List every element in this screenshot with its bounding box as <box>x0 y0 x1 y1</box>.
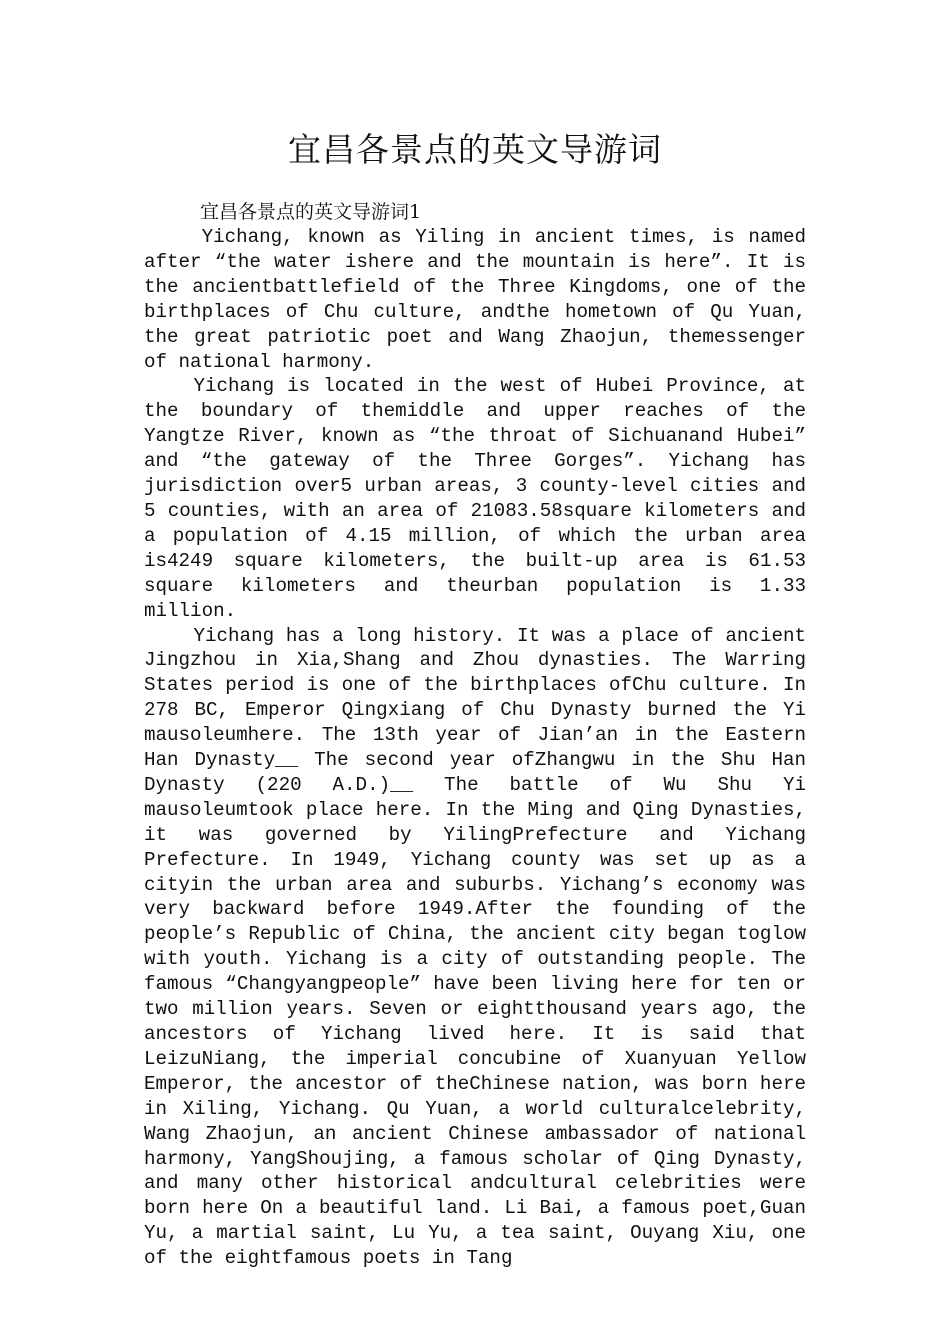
paragraph-location: Yichang is located in the west of Hubei Province, at the boundary of themiddle and upper reaches of the Yangtze River, known as “the throat of Sichuanand Hubei” and “the gateway of the Three Gorges”. Yichang has jurisdiction over5 urban areas, 3 county-level cities and 5 counties, with an area of 21083.58square kilometers and a population of 4.15 million, of which the urban area is4249 square kilometers, the built-up area is 61.53 square kilometers and theurban population is 1.33 million. <box>144 375 806 622</box>
paragraph-history: Yichang has a long history. It was a place of ancient Jingzhou in Xia,Shang and Zhou dynasties. The Warring States period is one of the birthplaces ofChu culture. In 278 BC, Emperor Qingxiang of Chu Dynasty burned the Yi mausoleumhere. The 13th year of Jian’an in the Eastern Han Dynasty__ The second year ofZhangwu in the Shu Han Dynasty (220 A.D.)__ The battle of Wu Shu Yi mausoleumtook place here. In the Ming and Qing Dynasties, it was governed by YilingPrefecture and Yichang Prefecture. In 1949, Yichang county was set up as a cityin the urban area and suburbs. Yichang’s economy was very backward before 1949.After the founding of the people’s Republic of China, the ancient city began toglow with youth. Yichang is a city of outstanding people. The famous “Changyangpeople” have been living here for ten or two million years. Seven or eightthousand years ago, the ancestors of Yichang lived here. It is said that LeizuNiang, the imperial concubine of Xuanyuan Yellow Emperor, the ancestor of theChinese nation, was born here in Xiling, Yichang. Qu Yuan, a world culturalcelebrity, Wang Zhaojun, an ancient Chinese ambassador of national harmony, YangShoujing, a famous scholar of Qing Dynasty, and many other historical andcultural celebrities were born here On a beautiful land. Li Bai, a famous poet,Guan Yu, a martial saint, Lu Yu, a tea saint, Ouyang Xiu, one of the eightfamous poets in Tang <box>144 624 806 1270</box>
document-body <box>144 225 806 1271</box>
document-title: 宜昌各景点的英文导游词 <box>288 130 662 169</box>
paragraph-intro: Yichang, known as Yiling in ancient times, is named after “the water ishere and the mountain is here”. It is the ancientbattlefield of the Three Kingdoms, one of the birthplaces of Chu culture, andthe hometown of Qu Yuan, the great patriotic poet and Wang Zhaojun, themessenger of national harmony. <box>144 226 806 373</box>
section-heading: 宜昌各景点的英文导游词1 <box>200 201 422 223</box>
